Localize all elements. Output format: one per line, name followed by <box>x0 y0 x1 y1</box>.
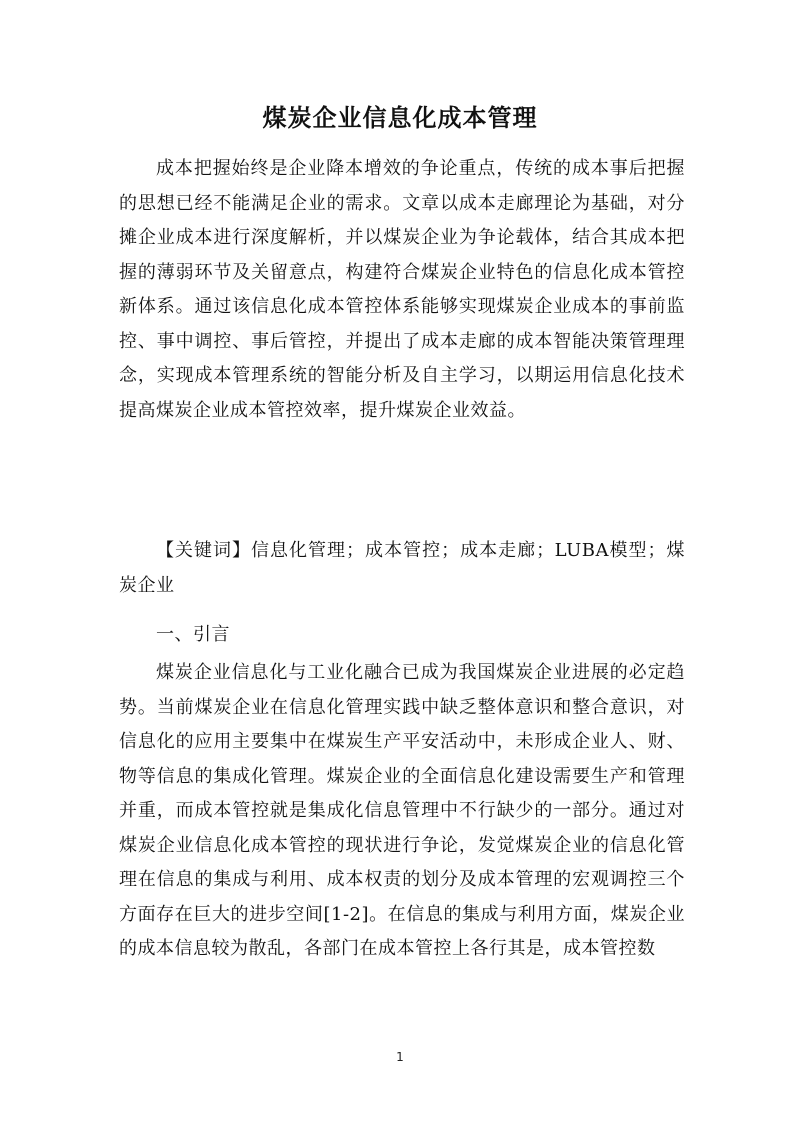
intro-paragraph: 煤炭企业信息化与工业化融合已成为我国煤炭企业进展的必定趋势。当前煤炭企业在信息化管理实践中缺乏整体意识和整合意识，对信息化的应用主要集中在煤炭生产平安活动中，未形成企业人、财、物等信息的集成化管理。煤炭企业的全面信息化建设需要生产和管理并重，而成本管控就是集成化信息管理中不行缺少的一部分。通过对煤炭企业信息化成本管控的现状进行争论，发觉煤炭企业的信息化管理在信息的集成与利用、成本权责的划分及成本管理的宏观调控三个方面存在巨大的进步空间[1-2]。在信息的集成与利用方面，煤炭企业的成本信息较为散乱，各部门在成本管控上各行其是，成本管控数 <box>119 662 685 959</box>
document-title: 煤炭企业信息化成本管理 <box>262 104 538 132</box>
keywords-text: 信息化管理；成本管控；成本走廊；LUBA模型；煤炭企业 <box>119 540 685 596</box>
abstract-paragraph: 成本把握始终是企业降本增效的争论重点，传统的成本事后把握的思想已经不能满足企业的需求。文章以成本走廊理论为基础，对分摊企业成本进行深度解析，并以煤炭企业为争论载体，结合其成本把握的薄弱环节及关留意点，构建符合煤炭企业特色的信息化成本管控新体系。通过该信息化成本管控体系能够实现煤炭企业成本的事前监控、事中调控、事后管控，并提出了成本走廊的成本智能决策管理理念，实现成本管理系统的智能分析及自主学习，以期运用信息化技术提高煤炭企业成本管控效率，提升煤炭企业效益。 <box>119 158 685 421</box>
page-number: 1 <box>396 1050 404 1064</box>
section-heading: 一、引言 <box>156 624 230 645</box>
keywords-paragraph <box>119 534 685 603</box>
keywords-label: 【关键词】 <box>156 540 252 561</box>
